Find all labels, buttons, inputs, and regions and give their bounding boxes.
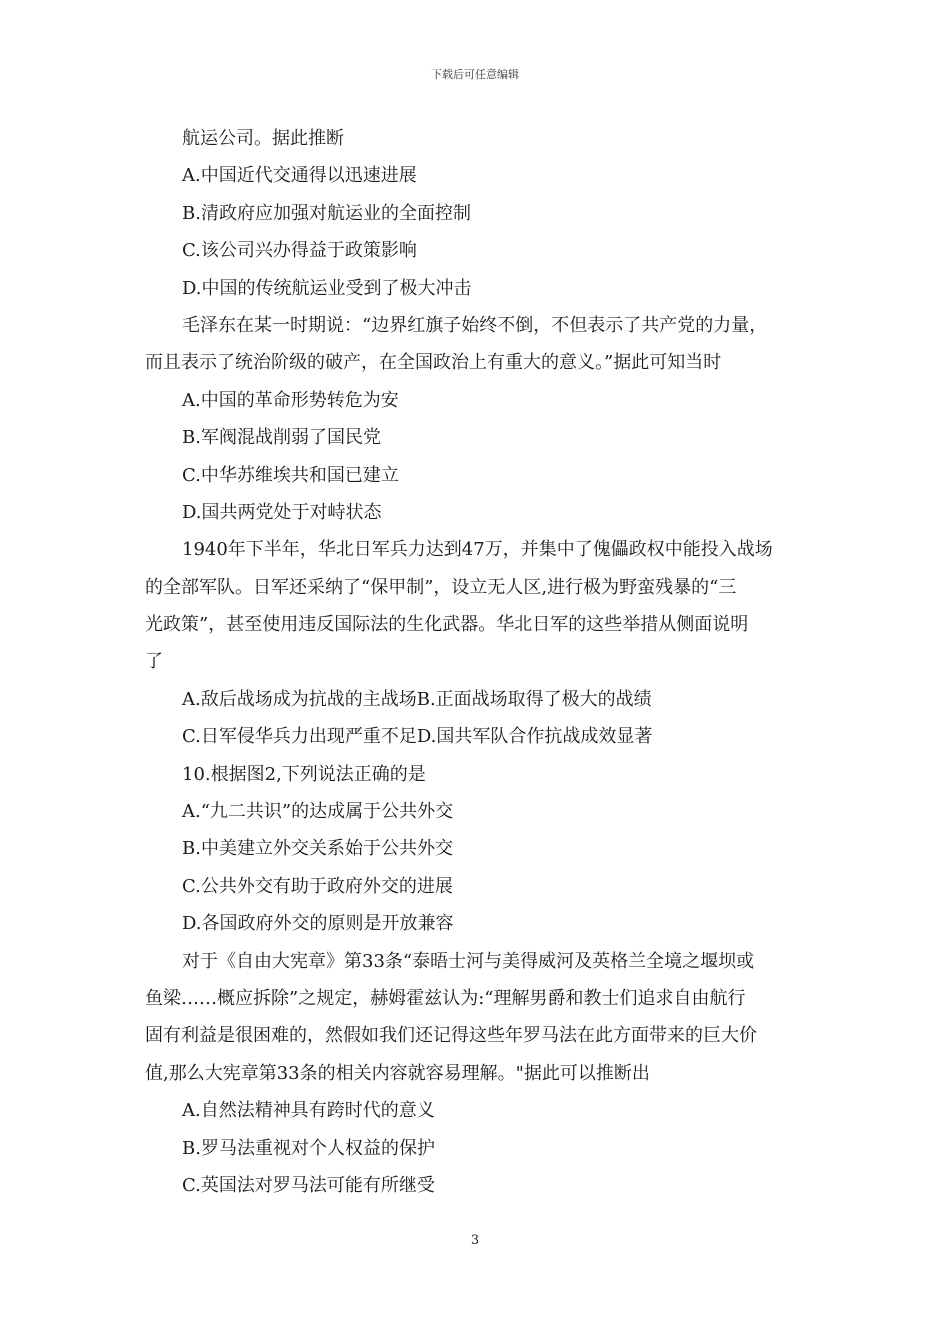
paragraph-line: 10.根据图2,下列说法正确的是 bbox=[182, 763, 426, 785]
answer-option: C.该公司兴办得益于政策影响 bbox=[182, 240, 417, 262]
answer-option: A.“九二共识”的达成属于公共外交 bbox=[182, 801, 454, 823]
page-header: 下载后可任意编辑 bbox=[431, 68, 519, 81]
answer-option: B.军阀混战削弱了国民党 bbox=[182, 427, 381, 449]
answer-option: D.国共两党处于对峙状态 bbox=[182, 501, 382, 523]
paragraph-line: 了 bbox=[145, 651, 163, 673]
answer-option: C.英国法对罗马法可能有所继受 bbox=[182, 1174, 435, 1196]
paragraph-line: 毛泽东在某一时期说：“边界红旗子始终不倒，不但表示了共产党的力量， bbox=[182, 314, 768, 336]
answer-option: B.罗马法重视对个人权益的保护 bbox=[182, 1137, 435, 1159]
answer-option: A.敌后战场成为抗战的主战场B.正面战场取得了极大的战绩 bbox=[182, 688, 652, 710]
paragraph-line: 鱼梁……概应拆除”之规定，赫姆霍兹认为:“理解男爵和教士们追求自由航行 bbox=[145, 987, 746, 1009]
answer-option: B.中美建立外交关系始于公共外交 bbox=[182, 838, 453, 860]
answer-option: C.日军侵华兵力出现严重不足D.国共军队合作抗战成效显著 bbox=[182, 726, 653, 748]
page-number: 3 bbox=[470, 1233, 480, 1248]
answer-option: C.公共外交有助于政府外交的进展 bbox=[182, 875, 453, 897]
paragraph-line: 1940年下半年，华北日军兵力达到47万，并集中了傀儡政权中能投入战场 bbox=[182, 539, 773, 561]
answer-option: A.自然法精神具有跨时代的意义 bbox=[182, 1100, 435, 1122]
answer-option: A.中国近代交通得以迅速进展 bbox=[182, 165, 417, 187]
answer-option: C.中华苏维埃共和国已建立 bbox=[182, 464, 399, 486]
answer-option: B.清政府应加强对航运业的全面控制 bbox=[182, 202, 471, 224]
answer-option: A.中国的革命形势转危为安 bbox=[182, 389, 399, 411]
paragraph-line: 而且表示了统治阶级的破产，在全国政治上有重大的意义。”据此可知当时 bbox=[145, 352, 722, 374]
paragraph-line: 的全部军队。日军还采纳了“保甲制”，设立无人区,进行极为野蛮残暴的“三 bbox=[145, 576, 737, 598]
answer-option: D.各国政府外交的原则是开放兼容 bbox=[182, 913, 454, 935]
paragraph-line: 对于《自由大宪章》第33条“泰晤士河与美得威河及英格兰全境之堰坝或 bbox=[182, 950, 755, 972]
document-body bbox=[145, 120, 810, 1204]
paragraph-line: 固有利益是很困难的，然假如我们还记得这些年罗马法在此方面带来的巨大价 bbox=[145, 1025, 757, 1047]
paragraph-line: 光政策”，甚至使用违反国际法的生化武器。华北日军的这些举措从侧面说明 bbox=[145, 614, 749, 636]
paragraph-line: 航运公司。据此推断 bbox=[182, 128, 344, 149]
answer-option: D.中国的传统航运业受到了极大冲击 bbox=[182, 277, 472, 299]
paragraph-line: 值,那么大宪章第33条的相关内容就容易理解。"据此可以推断出 bbox=[145, 1062, 650, 1084]
